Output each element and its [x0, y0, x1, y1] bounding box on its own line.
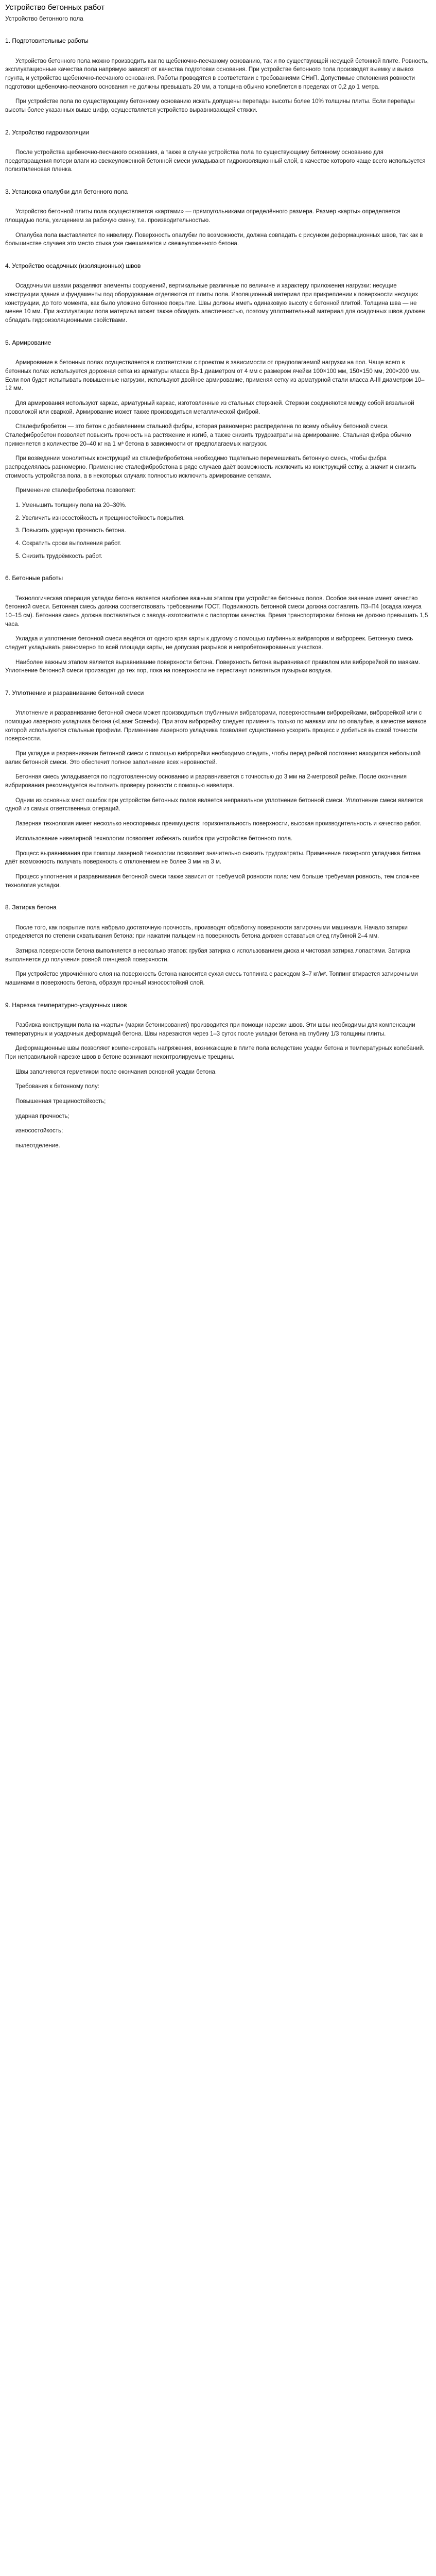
paragraph: Швы заполняются герметиком после окончания основной усадки бетона.	[15, 1069, 217, 1075]
paragraph: износостойкость;	[15, 1128, 63, 1134]
document-section	[5, 903, 431, 987]
list-item: 1. Уменьшить толщину пола на 20–30%.	[15, 502, 127, 509]
paragraph: При устройстве упрочнённого слоя на поверхность бетона наносится сухая смесь топпинга с расходом 3–7 кг/м². Топпинг втирается затирочными машинами в поверхность бетона, образуя прочный износостойкий слой.	[5, 971, 420, 986]
paragraph: После того, как покрытие пола набрало достаточную прочность, производят обработку поверхности затирочными машинами. Начало затирки определяется по степени схватывания бетона: при нажатии пальцем на поверхность бетона должен оставаться след глубиной 2–4 мм.	[5, 924, 410, 940]
paragraph: Уплотнение и разравнивание бетонной смеси может производиться глубинными вибраторами, поверхностными виброрейками, виброрейкой или с помощью лазерного укладчика бетона («Laser Screed»). При этом виброрейку следует применять только по маякам или по опалубке, в качестве маяков которой используются стальные профили. Применение лазерного укладчика позволяет существенно ускорить процесс и добиться высокой точности поверхности.	[5, 710, 428, 742]
paragraph: Устройство бетонной плиты пола осуществляется «картами» — прямоугольниками определённого размера. Размер «карты» определяется площадью пола, ухищением за рабочую смену, т.е. производительностью.	[5, 209, 402, 224]
paragraph: Использование нивелирной технологии позволяет избежать ошибок при устройстве бетонного пола.	[15, 835, 293, 842]
document-body	[5, 37, 431, 1150]
paragraph: Сталефибробетон — это бетон с добавлением стальной фибры, которая равномерно распределена по всему объёму бетонной смеси. Сталефибробетон позволяет повысить прочность на растяжение и изгиб, а также снизить трудозатраты на армирование. Стальная фибра обычно применяется в количестве 20–40 кг на 1 м³ бетона в зависимости от предполагаемых нагрузок.	[5, 423, 413, 447]
section-heading: 3. Установка опалубки для бетонного пола	[5, 188, 128, 195]
paragraph: При возведении монолитных конструкций из сталефибробетона необходимо тщательно перемешивать бетонную смесь, чтобы фибра распределялась равномерно. Применение сталефибробетона в ряде случаев даёт возможность исключить из конструкций сетку, а значит и снизить стоимость устройства пола, а в некоторых случаях полностью исключить армирование сетками.	[5, 455, 418, 479]
document-section	[5, 1001, 431, 1150]
document-section	[5, 338, 431, 561]
paragraph: Бетонная смесь укладывается по подготовленному основанию и разравнивается с точностью до 3 мм на 2-метровой рейке. После окончания вибрирования рекомендуется выполнить проверку ровности с помощью нивелира.	[5, 774, 409, 789]
paragraph: Процесс выравнивания при помощи лазерной технологии позволяет значительно снизить трудозатраты. Применение лазерного укладчика бетона даёт возможность получать поверхность с отклонением не более 3 мм на 3 м.	[5, 850, 423, 866]
paragraph: При укладке и разравнивании бетонной смеси с помощью виброрейки необходимо следить, чтобы перед рейкой постоянно находился небольшой валик бетонной смеси. Это обеспечит полное заполнение всех неровностей.	[5, 751, 423, 766]
paragraph: Для армирования используют каркас, арматурный каркас, изготовленные из стальных стержней. Стержни соединяются между собой вязальной проволокой или сваркой. Армирование может также производиться металлической фиброй.	[5, 400, 416, 415]
paragraph: Технологическая операция укладки бетона является наиболее важным этапом при устройстве бетонных полов. Особое значение имеет качество бетонной смеси. Бетонная смесь должна соответствовать требованиям ГОСТ. Подвижность бетонной смеси должна составлять П3–П4 (осадка конуса 10–15 см). Бетонная смесь должна поставляться с завода-изготовителя с паспортом качества. Время транспортировки бетона не должно превышать 1,5 часа.	[5, 595, 430, 628]
document-section	[5, 574, 431, 675]
section-heading: 5. Армирование	[5, 338, 51, 346]
paragraph: Одним из основных мест ошибок при устройстве бетонных полов является неправильное уплотнение бетонной смеси. Уплотнение смеси является одной из самых ответственных операций.	[5, 797, 425, 812]
section-heading: 4. Устройство осадочных (изоляционных) швов	[5, 262, 141, 270]
section-heading: 2. Устройство гидроизоляции	[5, 128, 90, 136]
section-heading: 1. Подготовительные работы	[5, 37, 89, 45]
paragraph: Укладка и уплотнение бетонной смеси ведётся от одного края карты к другому с помощью глубинных вибраторов и виброреек. Бетонную смесь следует укладывать равномерно по всей площади карты, не допуская разрывов и непробетонированных участков.	[5, 636, 415, 651]
paragraph: Опалубка пола выставляется по нивелиру. Поверхность опалубки по возможности, должна совпадать с рисунком деформационных швов, так как в большинстве случаев это место стыка уже смешивается и свежеуложенного бетона.	[5, 232, 425, 247]
section-heading: 6. Бетонные работы	[5, 574, 63, 582]
paragraph: Лазерная технология имеет несколько неоспоримых преимуществ: горизонтальность поверхности, высокая производительность и качество работ.	[15, 821, 422, 827]
list-item: 4. Сократить сроки выполнения работ.	[15, 540, 121, 547]
paragraph: Наиболее важным этапом является выравнивание поверхности бетона. Поверхность бетона выравнивают правилом или виброрейкой по маякам. Уплотнение бетонной смеси производят до тех пор, пока на поверхности не перестанут появляться пузырьки воздуха.	[5, 659, 422, 674]
document-subtitle: Устройство бетонного пола	[5, 14, 83, 22]
paragraph: После устройства щебеночно-песчаного основания, а также в случае устройства пола по существующему бетонному основанию для предотвращения потери влаги из свежеуложенной бетонной смеси укладывают гидроизоляционный слой, в качестве которого чаще всего используется полиэтиленовая пленка.	[5, 149, 427, 173]
document-section	[5, 37, 431, 114]
document-section	[5, 128, 431, 174]
paragraph: Затирка поверхности бетона выполняется в несколько этапов: грубая затирка с использованием диска и чистовая затирка лопастями. Затирка выполняется до получения ровной глянцевой поверхности.	[5, 947, 412, 963]
paragraph: Армирование в бетонных полах осуществляется в соответствии с проектом в зависимости от предполагаемой нагрузки на пол. Чаще всего в бетонных полах используется дорожная сетка из арматуры класса Вр-1 диаметром от 4 мм с размером ячейки 100×100 мм, 150×150 мм, 200×200 мм. Если пол будет испытывать повышенные нагрузки, используют двойное армирование, применяя сетку из арматурной стали класса А-III диаметром 10–12 мм.	[5, 360, 425, 392]
paragraph: Требования к бетонному полу:	[15, 1083, 99, 1090]
paragraph: При устройстве пола по существующему бетонному основанию искать допущены перепады высоты более 10% толщины плиты. Если перепады высоты более указанных выше цифр, осуществляется устройство выравнивающей стяжки.	[5, 98, 416, 113]
paragraph: Устройство бетонного пола можно производить как по щебеночно-песчаному основанию, так и по существующей несущей бетонной плите. Ровность, эксплуатационные качества пола напрямую зависят от качества подготовки основания. При устройстве бетонного пола производят выемку и вывоз грунта, и устройство щебеночно-песчаного основания. Работы проводятся в соответствии с требованиями СНиП. Допустимые отклонения ровности подготовки щебеночно-песчаного основания не должны превышать 20 мм, а толщина обычно колеблется в пределах от 0,2 до 1 метра.	[5, 58, 430, 90]
paragraph: Деформационные швы позволяют компенсировать напряжения, возникающие в плите пола вследствие усадки бетона и температурных колебаний. При неправильной нарезке швов в бетоне возникают неконтролируемые трещины.	[5, 1045, 426, 1061]
section-heading: 7. Уплотнение и разравнивание бетонной смеси	[5, 689, 144, 697]
document-section	[5, 689, 431, 890]
paragraph: ударная прочность;	[15, 1113, 69, 1120]
section-heading: 9. Нарезка температурно-усадочных швов	[5, 1001, 127, 1009]
document-section	[5, 262, 431, 325]
document-section	[5, 188, 431, 248]
document-title: Устройство бетонных работ	[5, 3, 105, 12]
document-page	[0, 0, 436, 1174]
paragraph: Применение сталефибробетона позволяет:	[15, 487, 136, 494]
list-item: 2. Увеличить износостойкость и трещиностойкость покрытия.	[15, 515, 185, 521]
paragraph: Разбивка конструкции пола на «карты» (марки бетонирования) производится при помощи нарезки швов. Эти швы необходимы для компенсации температурных и усадочных деформаций бетона. Швы нарезаются через 1–3 суток после укладки бетона на глубину 1/3 толщины плиты.	[5, 1022, 417, 1037]
list-item: 3. Повысить ударную прочность бетона.	[15, 528, 126, 534]
paragraph: Повышенная трещиностойкость;	[15, 1098, 106, 1105]
list-item: 5. Снизить трудоёмкость работ.	[15, 553, 102, 560]
section-heading: 8. Затирка бетона	[5, 904, 57, 911]
paragraph: Процесс уплотнения и разравнивания бетонной смеси также зависит от требуемой ровности пола: чем больше требуемая ровность, тем сложнее технология укладки.	[5, 873, 421, 889]
paragraph: пылеотделение.	[15, 1143, 60, 1149]
paragraph: Осадочными швами разделяют элементы сооружений, вертикальные различные по величине и характеру приложения нагрузки: несущие конструкции здания и фундаменты под оборудование отделяются от плиты пола. Изоляционный материал при прикреплении к поверхности несущих конструкции, до того момента, как было уложено бетонное покрытие. Швы должны иметь одинаковую высоту с бетонной плитой. Толщина шва — не менее 10 мм. При эксплуатации пола материал может также обладать эластичностью, поэтому уплотнительный материал для осадочных швов должен обладать гидроизоляционными свойствами.	[5, 283, 427, 324]
